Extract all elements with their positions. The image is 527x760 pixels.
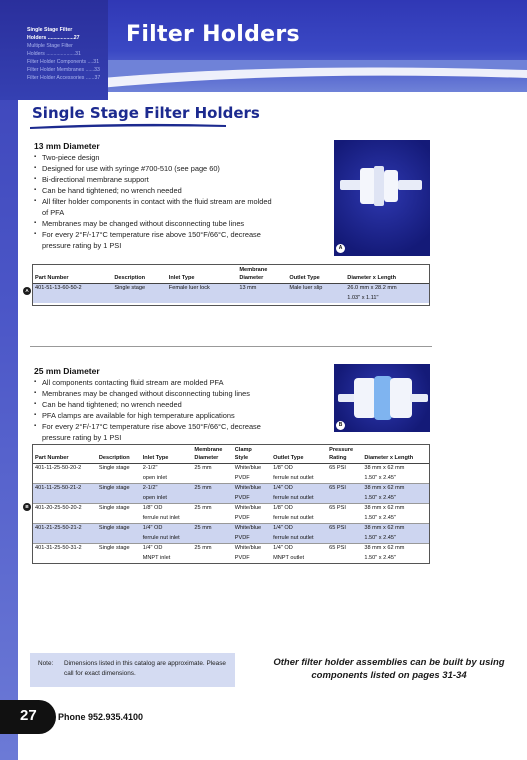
note-box xyxy=(30,653,235,687)
bullet-item: pressure rating by 1 PSI xyxy=(42,241,122,250)
bullet-item: ▪ For every 2°F/-17°C temperature rise above 150°F/66°C, decrease xyxy=(34,421,324,432)
column-header: Diameter x Length xyxy=(345,265,429,284)
table-cell: open inlet xyxy=(141,494,193,504)
table-cell xyxy=(327,494,362,504)
page-title: Filter Holders xyxy=(126,22,300,47)
column-header: Part Number xyxy=(33,445,97,464)
table-cell xyxy=(237,294,287,304)
column-header: Diameter x Length xyxy=(362,445,429,464)
toc-item[interactable]: Single Stage Filter xyxy=(27,27,73,33)
toc-item[interactable]: Holders ....................31 xyxy=(27,51,81,57)
table-cell xyxy=(327,514,362,524)
table-cell xyxy=(97,554,141,564)
column-header: Part Number xyxy=(33,265,112,284)
table-cell: 65 PSI xyxy=(327,504,362,514)
table-cell xyxy=(167,294,238,304)
table-row xyxy=(33,534,429,544)
bullets-25mm xyxy=(34,377,324,443)
bullet-item: ▪ Can be hand tightened; no wrench needed xyxy=(34,399,324,410)
row-marker-b: B xyxy=(23,503,31,511)
table-cell: 401-11-25-50-20-2 xyxy=(35,465,82,471)
table-cell: 1/4" OD xyxy=(271,544,327,554)
spec-table-25mm xyxy=(33,445,429,563)
table-cell: Single stage xyxy=(97,484,141,494)
table-cell: open inlet xyxy=(142,474,167,481)
table-cell: 25 mm xyxy=(194,465,212,471)
table-cell: Single stage xyxy=(98,465,130,471)
table-row xyxy=(33,464,429,474)
table-cell: 401-21-25-50-21-2 xyxy=(33,524,97,534)
table-cell: 65 PSI xyxy=(327,544,362,554)
table-cell xyxy=(97,494,141,504)
table-cell: 38 mm x 62 mm xyxy=(362,504,429,514)
table-cell xyxy=(327,554,362,564)
table-cell: 1.03" x 1.11" xyxy=(345,294,429,304)
table-row xyxy=(33,554,429,564)
heading-13mm: 13 mm Diameter xyxy=(34,141,100,151)
table-cell: 38 mm x 62 mm xyxy=(364,465,405,471)
table-cell: Male luer slip xyxy=(287,284,345,294)
bullet-item: ▪ All components contacting fluid stream are molded PFA xyxy=(34,377,324,388)
table-cell: MNPT inlet xyxy=(142,554,171,561)
table-cell: MNPT outlet xyxy=(273,554,305,561)
bullet-item: ▪ Membranes may be changed without disconnecting tubing lines xyxy=(34,388,324,399)
page-number: 27 xyxy=(20,707,37,724)
table-cell: 1.50" x 2.45" xyxy=(362,494,429,504)
column-header: Membrane Diameter xyxy=(237,265,287,284)
table-row xyxy=(33,544,429,554)
table-cell: White/blue xyxy=(233,484,271,494)
table-cell: Single stage xyxy=(97,504,141,514)
table-cell xyxy=(192,494,232,504)
bullet-item: ▪ Membranes may be changed without disconnecting tube lines xyxy=(34,218,324,229)
table-cell xyxy=(192,534,232,544)
table-cell: 65 PSI xyxy=(327,524,362,534)
column-header: Clamp Style xyxy=(233,445,271,464)
table-cell: 65 PSI xyxy=(327,484,362,494)
bullet-item: ▪ Bi-directional membrane support xyxy=(34,174,324,185)
table-cell: Single stage xyxy=(112,284,166,294)
bullet-item: ▪ For every 2°F/-17°C temperature rise above 150°F/66°C, decrease xyxy=(34,229,324,240)
table-cell xyxy=(192,554,232,564)
table-cell: Female luer lock xyxy=(167,284,238,294)
table-cell: 1/4" OD xyxy=(141,544,193,554)
table-cell: 13 mm xyxy=(237,284,287,294)
column-header: Membrane Diameter xyxy=(192,445,232,464)
table-cell: ferrule nut outlet xyxy=(271,494,327,504)
table-cell: 401-51-13-60-50-2 xyxy=(33,284,112,294)
table-cell: ferrule nut inlet xyxy=(141,534,193,544)
table-cell: 26.0 mm x 28.2 mm xyxy=(345,284,429,294)
table-cell: Single stage xyxy=(97,544,141,554)
column-header: Inlet Type xyxy=(167,265,238,284)
table-cell: PVDF xyxy=(234,474,250,481)
photo-25mm-filter-holder xyxy=(334,364,430,432)
table-cell: White/blue xyxy=(233,524,271,534)
table-cell xyxy=(33,474,97,484)
table-cell: 401-31-25-50-31-2 xyxy=(33,544,97,554)
toc-item[interactable]: Filter Holder Membranes ......33 xyxy=(27,67,100,73)
column-header: Outlet Type xyxy=(287,265,345,284)
toc-item[interactable]: Filter Holder Accessories ......37 xyxy=(27,75,101,81)
table-cell xyxy=(287,294,345,304)
table-cell: 1.50" x 2.45" xyxy=(364,554,396,561)
table-header-row xyxy=(33,265,429,284)
table-cell xyxy=(97,514,141,524)
table-cell xyxy=(33,554,97,564)
filter-holder-25mm-image xyxy=(334,364,430,432)
footer-phone: Phone 952.935.4100 xyxy=(58,712,144,722)
table-cell: ferrule nut outlet xyxy=(271,534,327,544)
other-assemblies-note: Other filter holder assemblies can be built by using components listed on pages 31-34 xyxy=(273,657,505,681)
table-row xyxy=(33,294,429,304)
column-header: Pressure Rating xyxy=(327,445,362,464)
table-row xyxy=(33,504,429,514)
bullet-item: ▪ PFA clamps are available for high temperature applications xyxy=(34,410,324,421)
table-cell xyxy=(33,514,97,524)
toc-item[interactable]: Holders ..................27 xyxy=(27,35,80,41)
table-cell: White/blue xyxy=(233,504,271,514)
table-cell: 2-1/2" xyxy=(142,465,158,471)
table-cell: 401-11-25-50-21-2 xyxy=(33,484,97,494)
table-cell: 1/8" OD xyxy=(141,504,193,514)
note-text: Dimensions listed in this catalog are approximate. Please call for exact dimensions. xyxy=(64,660,226,677)
heading-25mm: 25 mm Diameter xyxy=(34,366,100,376)
toc-item[interactable]: Multiple Stage Filter xyxy=(27,43,73,49)
table-cell xyxy=(192,474,232,484)
bullet-item: ▪ Can be hand tightened; no wrench needed xyxy=(34,185,324,196)
bullet-item: ▪ Two-piece design xyxy=(34,152,324,163)
bullets-13mm xyxy=(34,152,324,251)
table-cell: 25 mm xyxy=(192,504,232,514)
table-row xyxy=(33,514,429,524)
photo-tag-b: B xyxy=(336,421,345,430)
table-cell: White/blue xyxy=(233,544,271,554)
section-title: Single Stage Filter Holders xyxy=(32,104,260,122)
filter-holder-13mm-image xyxy=(334,140,430,256)
table-row xyxy=(33,524,429,534)
section-divider xyxy=(30,346,432,347)
column-header: Description xyxy=(97,445,141,464)
table-cell: 38 mm x 62 mm xyxy=(362,484,429,494)
table-cell xyxy=(33,494,97,504)
table-cell xyxy=(192,514,232,524)
bullet-item: pressure rating by 1 PSI xyxy=(42,433,122,442)
bullet-item: of PFA xyxy=(42,208,65,217)
photo-tag-a: A xyxy=(336,244,345,253)
bullet-item: ▪ All filter holder components in contact with the fluid stream are molded xyxy=(34,196,324,207)
spec-table-13mm xyxy=(33,265,429,303)
table-cell: 401-20-25-50-20-2 xyxy=(33,504,97,514)
bullet-item: ▪ Designed for use with syringe #700-510 (see page 60) xyxy=(34,163,324,174)
table-cell: 38 mm x 62 mm xyxy=(362,524,429,534)
table-cell xyxy=(112,294,166,304)
table-cell: 1/4" OD xyxy=(141,524,193,534)
table-header-row xyxy=(33,445,429,464)
table-cell: 2-1/2" xyxy=(141,484,193,494)
table-cell: Single stage xyxy=(97,524,141,534)
row-marker-a: A xyxy=(23,287,31,295)
table-cell: ferrule nut outlet xyxy=(273,514,314,521)
table-cell: 1/4" OD xyxy=(271,484,327,494)
toc-item[interactable]: Filter Holder Components ....31 xyxy=(27,59,100,65)
table-cell: 25 mm xyxy=(192,524,232,534)
table-cell: 65 PSI xyxy=(329,465,346,471)
table-cell: 38 mm x 62 mm xyxy=(362,544,429,554)
left-edge-stripe xyxy=(0,0,18,760)
table-cell: ferrule nut outlet xyxy=(273,474,314,481)
table-cell: 1/4" OD xyxy=(271,524,327,534)
table-cell xyxy=(33,294,112,304)
table-cell xyxy=(327,534,362,544)
table-cell xyxy=(97,534,141,544)
table-cell xyxy=(97,474,141,484)
note-label: Note: xyxy=(38,660,54,667)
table-row xyxy=(33,474,429,484)
table-row xyxy=(33,494,429,504)
table-cell: 1/8" OD xyxy=(271,504,327,514)
table-cell: ferrule nut inlet xyxy=(142,514,180,521)
table-of-contents xyxy=(0,0,108,100)
table-cell: White/blue xyxy=(234,465,262,471)
table-cell: PVDF xyxy=(233,494,271,504)
table-cell: 1.50" x 2.45" xyxy=(364,474,396,481)
table-cell: PVDF xyxy=(233,534,271,544)
table-row xyxy=(33,284,429,294)
table-cell xyxy=(33,534,97,544)
table-cell: PVDF xyxy=(234,554,250,561)
table-cell: 1/8" OD xyxy=(273,465,293,471)
column-header: Description xyxy=(112,265,166,284)
section-underline xyxy=(30,122,226,130)
table-cell: PVDF xyxy=(234,514,250,521)
table-cell: 25 mm xyxy=(192,484,232,494)
column-header: Inlet Type xyxy=(141,445,193,464)
table-cell: 25 mm xyxy=(192,544,232,554)
table-row xyxy=(33,484,429,494)
photo-13mm-filter-holder xyxy=(334,140,430,256)
table-cell: 1.50" x 2.45" xyxy=(362,534,429,544)
column-header: Outlet Type xyxy=(271,445,327,464)
table-cell xyxy=(327,474,362,484)
table-cell: 1.50" x 2.45" xyxy=(364,514,396,521)
